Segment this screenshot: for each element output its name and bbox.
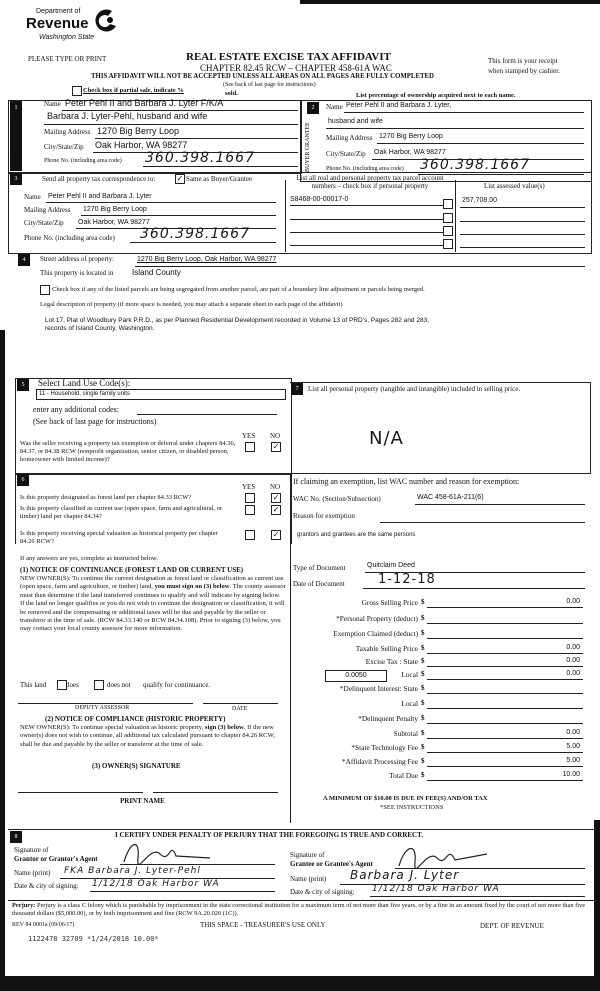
corr-name[interactable]: Peter Pehl II and Barbara J. Lyter <box>48 193 152 200</box>
corr-city-label: City/State/Zip <box>24 219 64 227</box>
forest-yes-checkbox[interactable] <box>245 493 255 503</box>
wac-number[interactable]: WAC 458-61A-211(6) <box>417 494 484 501</box>
tax-row-label: Local <box>401 699 418 708</box>
receipt-note-1: This form is your receipt <box>488 57 558 65</box>
same-as-buyer-checkbox[interactable]: ✓ <box>176 174 184 183</box>
section-number-4: 4 <box>18 254 30 266</box>
tax-row-line <box>427 723 583 724</box>
designation-q3: Is this property receiving special valuation as historical property per chapter 84.26 RCW? <box>20 530 218 545</box>
parcel-header: List all real and personal property tax parcel account numbers – check box if personal property <box>296 174 444 190</box>
designation-q2: Is this property classified as current use (open space, farm and agricultural, or timber) land per chapter 84.34? <box>20 505 223 520</box>
currency-sign: $ <box>421 598 425 606</box>
corr-mail[interactable]: 1270 Big Berry Loop <box>83 206 147 213</box>
legal-description-1[interactable]: Lot 17, Plat of Woodbury Park P.R.D., as per Planned Residential Development recorded in Volume 13 of PRD's, Pages 282 and 283, <box>45 317 430 324</box>
doc-type-label: Type of Document <box>293 564 346 572</box>
partial-sale-label: Check box if partial sale, indicate % <box>83 87 184 94</box>
tax-row-value[interactable]: 10.00 <box>562 771 580 778</box>
tax-row-line <box>427 638 583 639</box>
corr-city[interactable]: Oak Harbor, WA 98277 <box>78 219 150 226</box>
tax-row-label: *Affidavit Processing Fee <box>341 757 418 766</box>
seller-name-label: Name <box>44 100 61 108</box>
partial-sale-checkbox[interactable] <box>72 86 82 96</box>
seller-name-2[interactable]: Barbara J. Lyter-Pehl, husband and wife <box>47 111 208 121</box>
perjury-text: Perjury is a class C felony which is punishable by imprisonment in the state correctional institution for a maximum term of not more than five years, or by a fine in an amount fixed by the court of not more than five thousand dollars ($5,000.00), or by both imprisonment and fine (RCW 9A.20.020 (1C)). <box>12 902 586 917</box>
tax-row-line <box>427 623 583 624</box>
currency-sign: $ <box>421 757 425 765</box>
buyer-name-1[interactable]: Peter Pehl II and Barbara J. Lyter, <box>346 102 452 109</box>
section-number-3: 3 <box>10 173 22 185</box>
seller-phone[interactable]: 360.398.1667 <box>145 150 255 166</box>
please-type-text: PLEASE TYPE OR PRINT <box>28 55 107 63</box>
land-use-see-back: (See back of last page for instructions) <box>33 417 157 426</box>
logo-dept-text: Department of <box>36 8 81 15</box>
personal-property-section <box>290 382 591 474</box>
tax-row-line <box>427 752 583 753</box>
corr-name-label: Name <box>24 193 41 201</box>
logo-name-text: Revenue <box>26 15 89 32</box>
corr-phone[interactable]: 360.398.1667 <box>140 226 250 242</box>
section-number-2: 2 <box>307 102 319 114</box>
grantee-name[interactable]: Barbara J. Lyter <box>350 868 460 882</box>
tax-row-value[interactable]: 0.00 <box>566 644 580 651</box>
grantee-sig-label-2: Grantee or Grantee's Agent <box>290 860 373 868</box>
currency-sign: $ <box>421 699 425 707</box>
list-percentage-label: List percentage of ownership acquired next to each name. <box>356 92 516 99</box>
segregated-checkbox[interactable] <box>40 285 50 295</box>
notice1-bold: you must sign on (3) below <box>154 583 230 591</box>
tax-row-label: Local <box>401 670 418 679</box>
currency-sign: $ <box>421 684 425 692</box>
current-use-no-checkbox[interactable]: ✓ <box>272 505 280 514</box>
currency-sign: $ <box>421 614 425 622</box>
assessed-header: List assessed value(s) <box>484 182 545 190</box>
tax-row-label: *Personal Property (deduct) <box>336 614 418 623</box>
grantor-sig-label-1: Signature of <box>14 846 49 854</box>
exemption-no-checkbox[interactable]: ✓ <box>272 442 280 451</box>
notice2-title: (2) NOTICE OF COMPLIANCE (HISTORIC PROPERTY) <box>45 715 226 723</box>
dor-logo <box>24 8 124 48</box>
yes-header-6: YES <box>242 483 256 491</box>
owner-signature-label: (3) OWNER(S) SIGNATURE <box>92 762 181 770</box>
grantee-name-label: Name (print) <box>290 875 327 883</box>
seller-mail[interactable]: 1270 Big Berry Loop <box>97 126 180 136</box>
street-address[interactable]: 1270 Big Berry Loop, Oak Harbor, WA 98277 <box>137 256 277 263</box>
yes-header-5: YES <box>242 432 256 440</box>
grantor-date-label: Date & city of signing: <box>14 882 79 890</box>
local-rate-box[interactable] <box>325 670 387 682</box>
deputy-assessor-line[interactable] <box>18 703 193 704</box>
does-not-label: does not <box>107 681 131 689</box>
grantor-name[interactable]: FKA Barbara J. Lyter-Pehl <box>64 866 201 876</box>
corr-mail-label: Mailing Address <box>24 206 71 214</box>
tax-row-line <box>427 607 583 608</box>
seller-city-label: City/State/Zip <box>44 143 84 151</box>
tax-row-value[interactable]: 0.00 <box>566 657 580 664</box>
forest-no-checkbox[interactable]: ✓ <box>272 493 280 502</box>
tax-row-label: Taxable Selling Price <box>355 644 418 653</box>
grantee-date-label: Date & city of signing: <box>290 888 355 896</box>
tax-row-line <box>427 679 583 680</box>
form-warning: THIS AFFIDAVIT WILL NOT BE ACCEPTED UNLESS ALL AREAS ON ALL PAGES ARE FULLY COMPLETED <box>91 73 434 80</box>
seller-side-label: SELLER GRANTOR <box>10 117 23 146</box>
logo-wave-icon <box>90 8 118 32</box>
personal-property-checkbox-3[interactable] <box>443 226 453 236</box>
buyer-phone-label: Phone No. (including area code) <box>326 166 404 172</box>
personal-property-checkbox-2[interactable] <box>443 213 453 223</box>
deputy-assessor-label: DEPUTY ASSESSOR <box>75 705 130 711</box>
if-yes-text: If any answers are yes, complete as instructed below. <box>20 555 158 562</box>
notice1-title: (1) NOTICE OF CONTINUANCE (FOREST LAND OR CURRENT USE) <box>20 566 244 574</box>
currency-sign: $ <box>421 729 425 737</box>
notice1-text-b: . The county assessor must then determine if the land transferred continues to qualify and will indicate by signing below. If the land no longer qualifies or you do not wish to continue the designation or classification, it will be removed and the compensating or additional taxes will be due and payable by the seller or transferor at the time of sale. (RCW 84.33.140 or RCW 84.34.108). Prior to signing (3) below, you may contact your local county assessor for more information. <box>20 583 286 633</box>
owner-signature-line-2[interactable] <box>153 792 278 793</box>
exemption-question: Was the seller receiving a property tax exemption or deferral under chapters 84.36, 84.37, or 84.38 RCW (nonprofit organization, senior citizen, or disabled person, homeowner with limited income)? <box>20 440 236 463</box>
qualify-label: qualify for continuance. <box>143 681 211 689</box>
currency-sign: $ <box>421 657 425 665</box>
personal-property-checkbox-4[interactable] <box>443 239 453 249</box>
no-header-5: NO <box>270 432 281 440</box>
buyer-city[interactable]: Oak Harbor, WA 98277 <box>374 149 446 156</box>
personal-property-label: List all personal property (tangible and intangible) included in selling price. <box>308 385 521 393</box>
scan-edge-bottom <box>0 976 600 991</box>
parcel-number-1[interactable]: S8468-00-00017-0 <box>290 196 349 203</box>
land-use-label: Select Land Use Code(s): <box>38 378 131 388</box>
section-number-6: 6 <box>17 474 29 486</box>
wac-label: WAC No. (Section/Subsection) <box>293 495 381 503</box>
legal-description-2[interactable]: records of Island County, Washington. <box>45 325 155 332</box>
does-label: does <box>66 681 79 689</box>
additional-codes-label: enter any additional codes: <box>33 405 119 414</box>
form-chapter: CHAPTER 82.45 RCW – CHAPTER 458-61A WAC <box>200 63 392 73</box>
located-label: This property is located in <box>40 269 114 277</box>
notice2-bold: sign (3) below <box>204 724 244 731</box>
tax-row-value[interactable]: 5.00 <box>566 757 580 764</box>
buyer-name-2[interactable]: husband and wife <box>328 118 383 125</box>
designation-q1: Is this property designated as forest land per chapter 84.33 RCW? <box>20 494 192 501</box>
corr-phone-label: Phone No. (including area code) <box>24 234 115 242</box>
tax-row-value[interactable]: 5.00 <box>566 743 580 750</box>
exemption-yes-checkbox[interactable] <box>245 442 255 452</box>
seller-phone-label: Phone No. (including area code) <box>44 158 122 164</box>
print-name-label: PRINT NAME <box>120 797 165 805</box>
land-use-code-value: 11 - Household, single family units <box>39 391 130 397</box>
tax-row-value[interactable]: 0.00 <box>566 598 580 605</box>
located-county[interactable]: Island County <box>132 268 181 277</box>
currency-sign: $ <box>421 629 425 637</box>
land-use-code-select[interactable] <box>36 389 286 400</box>
legal-description-label: Legal description of property (if more space is needed, you may attach a separate sheet to each page of the affidavit) <box>40 301 343 308</box>
tax-row-label: *Delinquent Penalty <box>358 714 418 723</box>
grantee-sig-label-1: Signature of <box>290 851 325 859</box>
see-back-text: (See back of last page for instructions) <box>223 82 316 88</box>
historic-no-checkbox[interactable]: ✓ <box>272 530 280 539</box>
buyer-side-label: BUYER GRANTEE <box>305 122 311 172</box>
grantor-signature[interactable] <box>120 836 220 866</box>
scan-edge-left <box>0 330 5 991</box>
notice2-body <box>20 724 286 749</box>
doc-date[interactable]: 1-12-18 <box>378 572 436 587</box>
currency-sign: $ <box>421 743 425 751</box>
personal-property-value[interactable]: N/A <box>369 428 404 449</box>
seller-mail-label: Mailing Address <box>44 128 91 136</box>
tax-row-line <box>427 666 583 667</box>
tax-row-line <box>427 693 583 694</box>
tax-row-line <box>427 738 583 739</box>
certify-statement: I CERTIFY UNDER PENALTY OF PERJURY THAT THE FOREGOING IS TRUE AND CORRECT. <box>115 831 424 839</box>
treasurer-use-label: THIS SPACE - TREASURER'S USE ONLY <box>200 921 326 929</box>
deputy-date-label: DATE <box>232 706 248 712</box>
buyer-mail[interactable]: 1270 Big Berry Loop <box>379 133 443 140</box>
currency-sign: $ <box>421 670 425 678</box>
assessed-value-1[interactable]: 257,708.00 <box>462 197 498 204</box>
street-label: Street address of property: <box>40 255 115 263</box>
grantor-date[interactable]: 1/12/18 Oak Harbor WA <box>92 879 220 889</box>
tax-row-label: Excise Tax : State <box>365 657 418 666</box>
perjury-bold: Perjury: <box>12 902 36 909</box>
buyer-city-label: City/State/Zip <box>326 150 366 158</box>
seller-city[interactable]: Oak Harbor, WA 98277 <box>95 140 188 150</box>
grantor-name-label: Name (print) <box>14 869 51 877</box>
tax-row-label: Subtotal <box>393 729 418 738</box>
currency-sign: $ <box>421 771 425 779</box>
exemption-label: If claiming an exemption, list WAC number and reason for exemption: <box>293 477 520 486</box>
section-number-7: 7 <box>291 383 303 395</box>
no-header-6: NO <box>270 483 281 491</box>
same-as-buyer-label: Same as Buyer/Grantee <box>186 175 253 183</box>
tax-row-line <box>427 708 583 709</box>
receipt-note-2: when stamped by cashier. <box>488 67 560 75</box>
tax-row-line <box>427 766 583 767</box>
local-rate-value: 0.0050 <box>345 672 367 679</box>
notice1-body <box>20 575 286 634</box>
current-use-yes-checkbox[interactable] <box>245 505 255 515</box>
form-title: REAL ESTATE EXCISE TAX AFFIDAVIT <box>186 51 391 63</box>
sold-label: sold. <box>225 90 238 97</box>
logo-state-text: Washington State <box>39 34 95 41</box>
historic-yes-checkbox[interactable] <box>245 530 255 540</box>
seller-name-1[interactable]: Peter Pehl II and Barbara J. Lyter F/K/A <box>65 98 224 108</box>
tax-row-line <box>427 780 583 781</box>
notice2-text-a: NEW OWNER(S): To continue special valuation as historic property, <box>20 724 204 731</box>
tax-row-label: Gross Selling Price <box>361 598 418 607</box>
owner-signature-line[interactable] <box>18 792 143 793</box>
tax-row-label: Exemption Claimed (deduct) <box>333 629 418 638</box>
perjury-notice <box>12 902 590 918</box>
tax-row-label: *Delinquent Interest: State <box>339 684 418 693</box>
receipt-stamp: 1122478 32709 *1/24/2018 10.00* <box>28 935 159 943</box>
scan-edge-right <box>594 820 600 991</box>
this-land-label: This land <box>20 681 47 689</box>
doc-type[interactable]: Quitclaim Deed <box>367 562 415 569</box>
section-number-5: 5 <box>17 379 29 391</box>
minimum-due-text: A MINIMUM OF $10.00 IS DUE IN FEE(S) AND/OR TAX <box>323 795 488 802</box>
tax-row-line <box>427 653 583 654</box>
tax-row-value[interactable]: 0.00 <box>566 670 580 677</box>
buyer-phone[interactable]: 360.398.1667 <box>420 157 530 173</box>
notice2-text-b: . If the new owner(s) does not wish to continue, all additional tax calculated pursuant to chapter 84.26 RCW, shall be due and payable by the seller or transferor at the time of sale. <box>20 724 275 748</box>
scan-edge-top <box>300 0 600 4</box>
personal-property-checkbox-1[interactable] <box>443 199 453 209</box>
deputy-date-line[interactable] <box>203 703 278 704</box>
notice1-text-a: NEW OWNER(S): To continue the current designation as forest land or classification as current use (open space, farm and agriculture, or timber) land, <box>20 575 284 591</box>
currency-sign: $ <box>421 644 425 652</box>
grantor-sig-label-2: Grantor or Grantor's Agent <box>14 855 98 863</box>
grantee-date[interactable]: 1/12/18 Oak Harbor WA <box>372 884 500 894</box>
reason-label: Reason for exemption <box>293 512 355 520</box>
correspondence-label: Send all property tax correspondence to: <box>42 175 156 183</box>
section-number-1: 1 <box>10 101 22 171</box>
see-instructions-text: *SEE INSTRUCTIONS <box>380 804 444 811</box>
does-not-qualify-checkbox[interactable] <box>94 680 104 690</box>
tax-row-label: Total Due <box>389 771 418 780</box>
segregated-label: Check box if any of the listed parcels are being segregated from another parcel, are part of a boundary line adjustment or parcels being merged. <box>52 286 425 293</box>
section-number-8: 8 <box>10 831 22 843</box>
grantee-signature[interactable] <box>395 840 495 870</box>
dept-revenue-label: DEPT. OF REVENUE <box>480 922 544 930</box>
buyer-mail-label: Mailing Address <box>326 134 373 142</box>
tax-row-label: *State Technology Fee <box>351 743 418 752</box>
doc-date-label: Date of Document <box>293 580 345 588</box>
buyer-name-label: Name <box>326 103 343 111</box>
form-revision: REV 84 0001a (09/06/17) <box>12 922 75 928</box>
exemption-reason[interactable]: grantors and grantees are the same persons <box>297 532 416 538</box>
tax-row-value[interactable]: 0.00 <box>566 729 580 736</box>
currency-sign: $ <box>421 714 425 722</box>
